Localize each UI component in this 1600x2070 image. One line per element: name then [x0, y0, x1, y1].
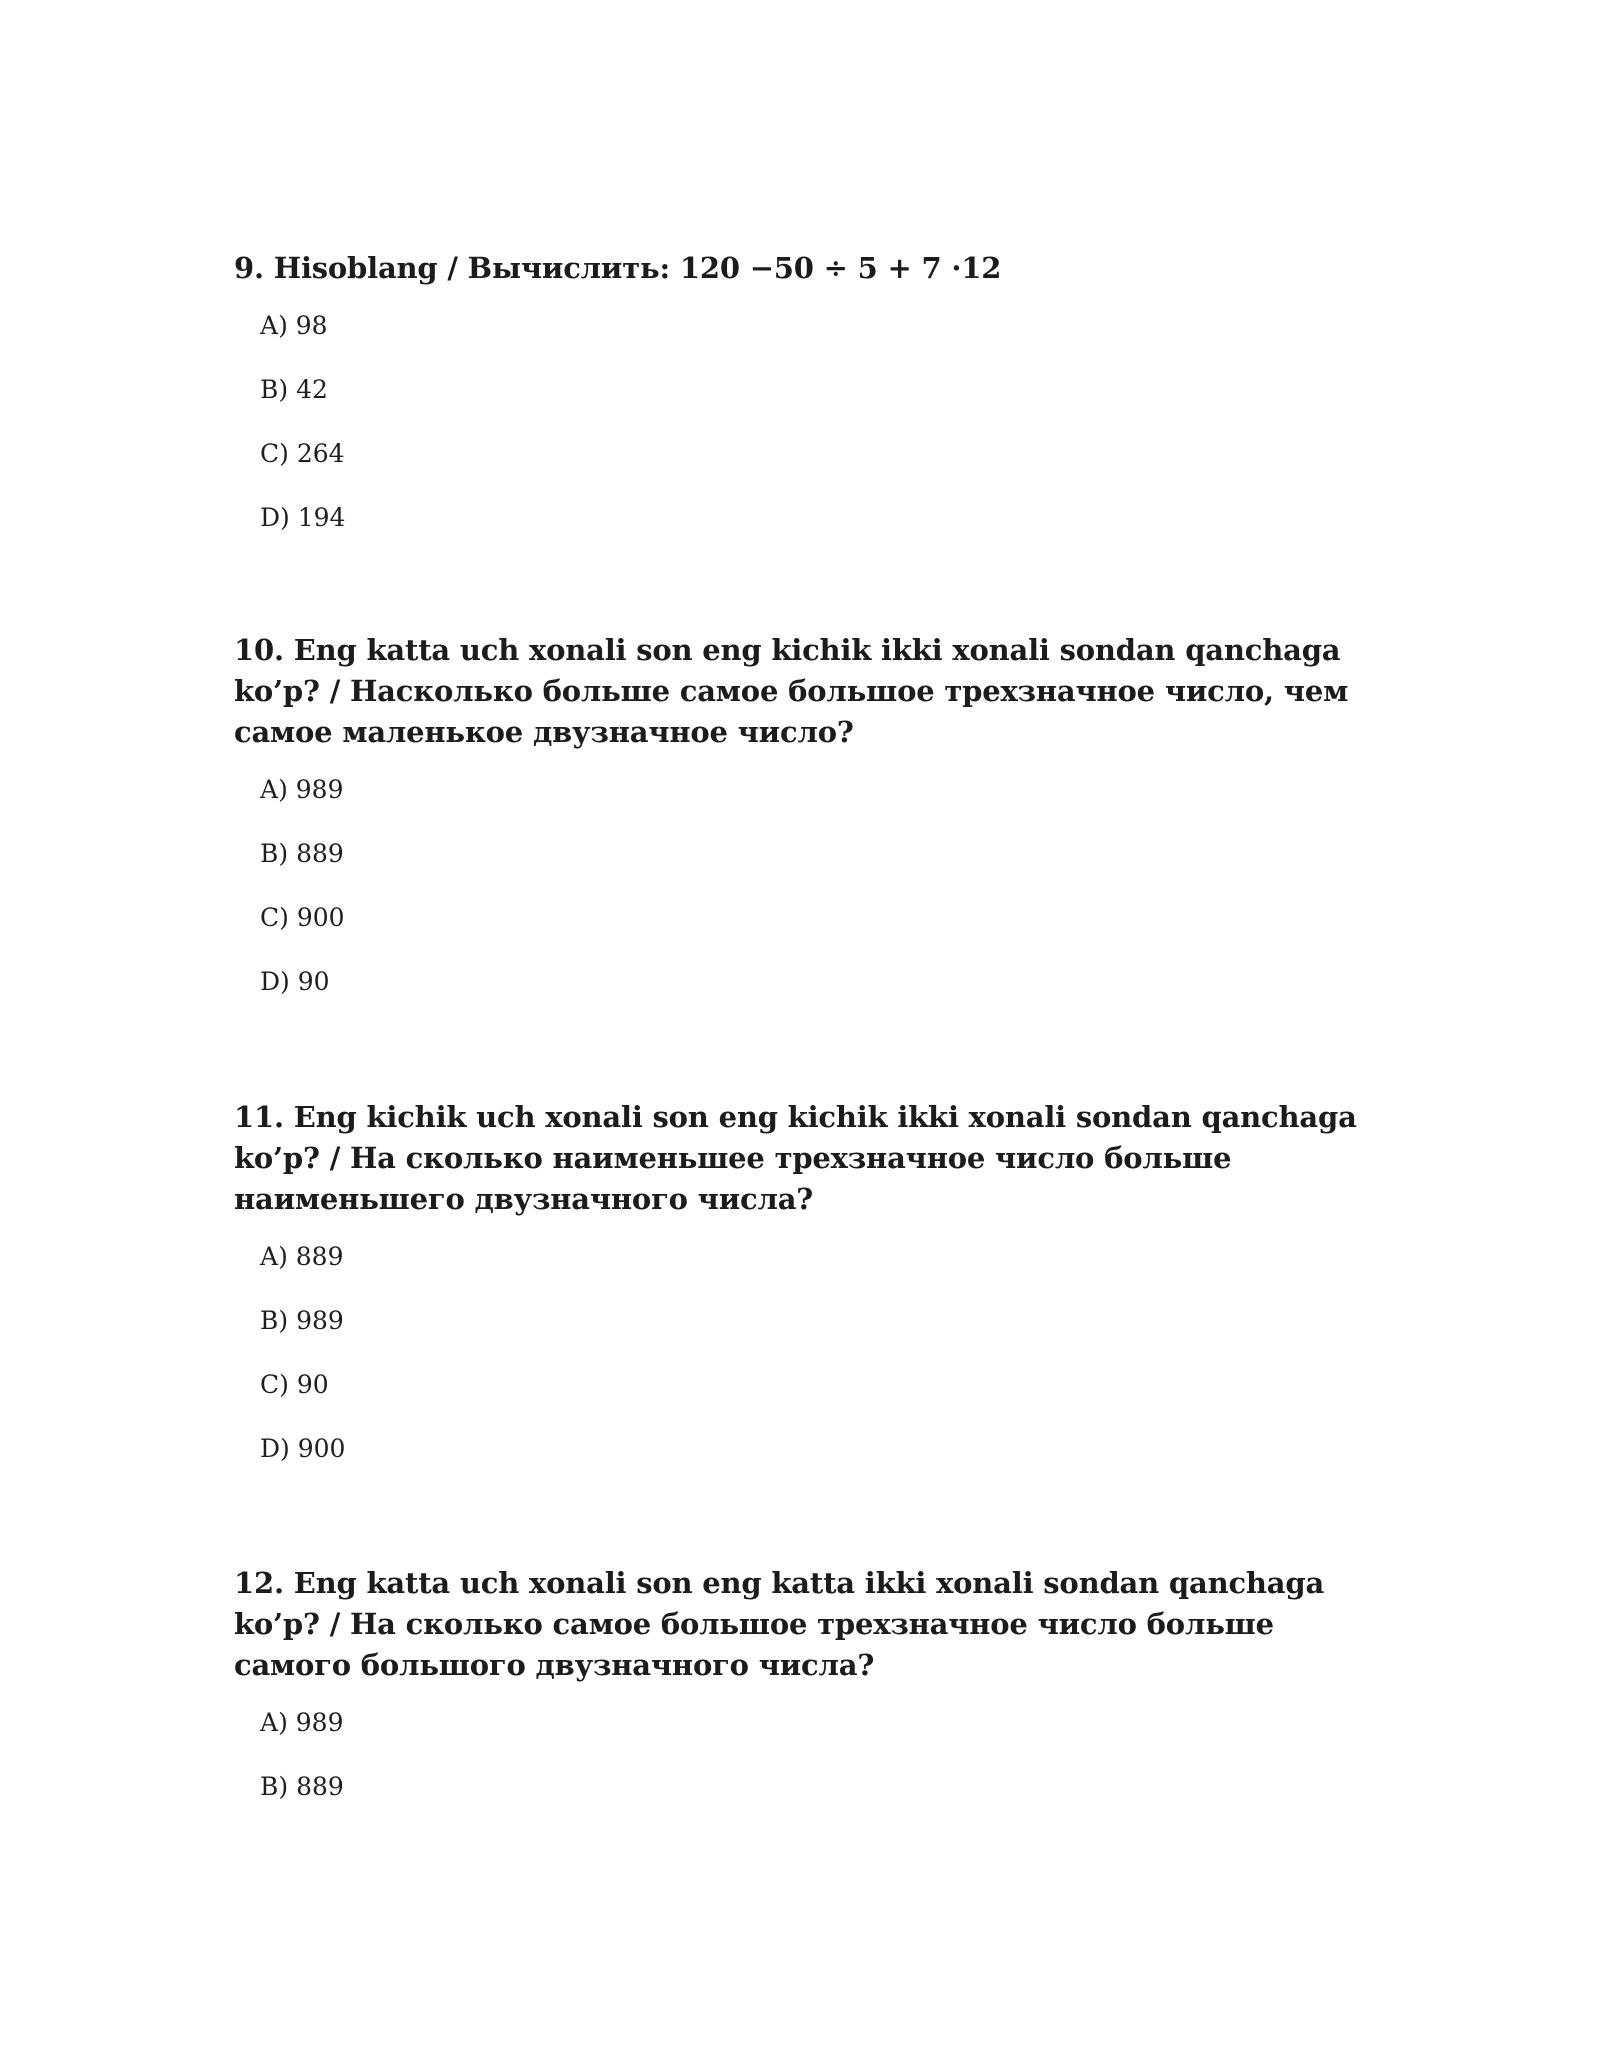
answer-option-c[interactable]	[260, 439, 1384, 469]
question-10	[234, 630, 1384, 1031]
answer-option-b[interactable]	[260, 839, 1384, 869]
option-value: 90	[296, 1370, 329, 1399]
option-value: 194	[297, 503, 346, 532]
answer-options	[260, 311, 1384, 533]
answer-option-a[interactable]	[260, 311, 1384, 341]
option-letter: B )	[260, 375, 296, 404]
option-letter: C )	[260, 439, 297, 468]
option-value: 889	[296, 839, 344, 868]
option-letter: A )	[260, 775, 296, 804]
answer-option-b[interactable]	[260, 375, 1384, 405]
option-value: 90	[297, 967, 330, 996]
option-value: 264	[296, 439, 345, 468]
option-letter: B )	[260, 839, 296, 868]
option-value: 98	[295, 311, 328, 340]
option-value: 989	[295, 1708, 344, 1737]
option-letter: C )	[260, 1370, 297, 1399]
option-value: 889	[296, 1772, 344, 1801]
question-9	[234, 248, 1384, 567]
option-value: 42	[296, 375, 328, 404]
option-letter: A )	[260, 1708, 296, 1737]
option-value: 900	[296, 903, 345, 932]
answer-options	[260, 775, 1384, 997]
question-12	[234, 1563, 1384, 1836]
option-value: 900	[297, 1434, 346, 1463]
question-title: 10. Eng katta uch xonali son eng kichik ikki xonali sondan qanchaga ko’p? / Насколько больше самое большое трехзначное число, чем самое маленькое двузначное число?	[234, 633, 1349, 749]
option-letter: D )	[260, 1434, 298, 1463]
option-letter: C )	[260, 903, 297, 932]
answer-option-b[interactable]	[260, 1306, 1384, 1336]
option-value: 889	[295, 1242, 344, 1271]
option-value: 989	[295, 775, 344, 804]
option-letter: A )	[260, 1242, 296, 1271]
option-letter: B )	[260, 1772, 296, 1801]
answer-option-a[interactable]	[260, 1708, 1384, 1738]
question-11	[234, 1097, 1384, 1498]
answer-options	[260, 1242, 1384, 1464]
option-value: 989	[296, 1306, 344, 1335]
answer-options	[260, 1708, 1384, 1802]
answer-option-c[interactable]	[260, 903, 1384, 933]
question-title: 11. Eng kichik uch xonali son eng kichik ikki xonali sondan qanchaga ko’p? / На сколько наименьшее трехзначное число больше наименьшего двузначного числа?	[234, 1100, 1357, 1216]
option-letter: D )	[260, 503, 298, 532]
option-letter: B )	[260, 1306, 296, 1335]
answer-option-d[interactable]	[260, 967, 1384, 997]
answer-option-d[interactable]	[260, 1434, 1384, 1464]
answer-option-a[interactable]	[260, 1242, 1384, 1272]
question-title: 9. Hisoblang / Вычислить: 120 −50 ÷ 5 + 7 ·12	[234, 251, 1002, 285]
option-letter: A )	[260, 311, 296, 340]
answer-option-a[interactable]	[260, 775, 1384, 805]
answer-option-c[interactable]	[260, 1370, 1384, 1400]
answer-option-b[interactable]	[260, 1772, 1384, 1802]
question-title: 12. Eng katta uch xonali son eng katta ikki xonali sondan qanchaga ko’p? / На сколько самое большое трехзначное число больше самого большого двузначного числа?	[234, 1566, 1325, 1682]
option-letter: D )	[260, 967, 298, 996]
answer-option-d[interactable]	[260, 503, 1384, 533]
